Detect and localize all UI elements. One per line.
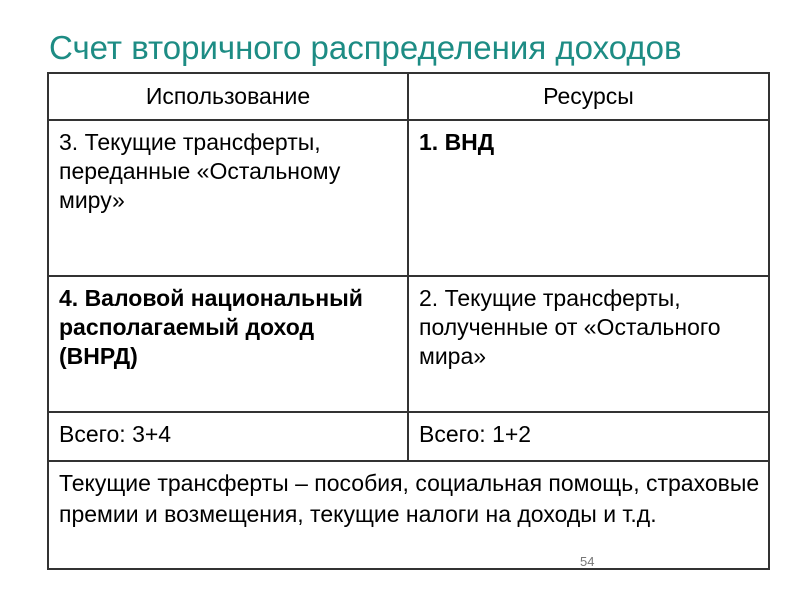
table-row (48, 412, 769, 461)
table-row (48, 120, 769, 276)
table-cell-uses (48, 276, 408, 412)
table-cell-uses (48, 120, 408, 276)
transfers-received-text: 2. Текущие трансферты, полученные от «Остального мира» (419, 285, 721, 369)
table-cell-resources (408, 412, 769, 461)
page-number: 54 (580, 554, 595, 569)
gni-text: 1. ВНД (419, 129, 495, 155)
table-header-row (48, 73, 769, 120)
header-resources: Ресурсы (408, 73, 769, 120)
header-uses: Использование (48, 73, 408, 120)
secondary-income-account-table (47, 72, 770, 570)
table-cell-resources (408, 120, 769, 276)
table-note-cell (48, 461, 769, 569)
uses-total-text: Всего: 3+4 (59, 421, 172, 447)
table-note-row (48, 461, 769, 569)
table-cell-uses (48, 412, 408, 461)
table-cell-resources (408, 276, 769, 412)
transfers-paid-text: 3. Текущие трансферты, переданные «Остальному миру» (59, 129, 341, 213)
table-row (48, 276, 769, 412)
slide-title: Счет вторичного распределения доходов (49, 29, 682, 66)
transfers-definition-note: Текущие трансферты – пособия, социальная помощь, страховые премии и возмещения, текущие налоги на доходы и т.д. (59, 470, 760, 527)
resources-total-text: Всего: 1+2 (419, 421, 532, 447)
gndi-text: 4. Валовой национальный располагаемый доход (ВНРД) (59, 285, 363, 369)
